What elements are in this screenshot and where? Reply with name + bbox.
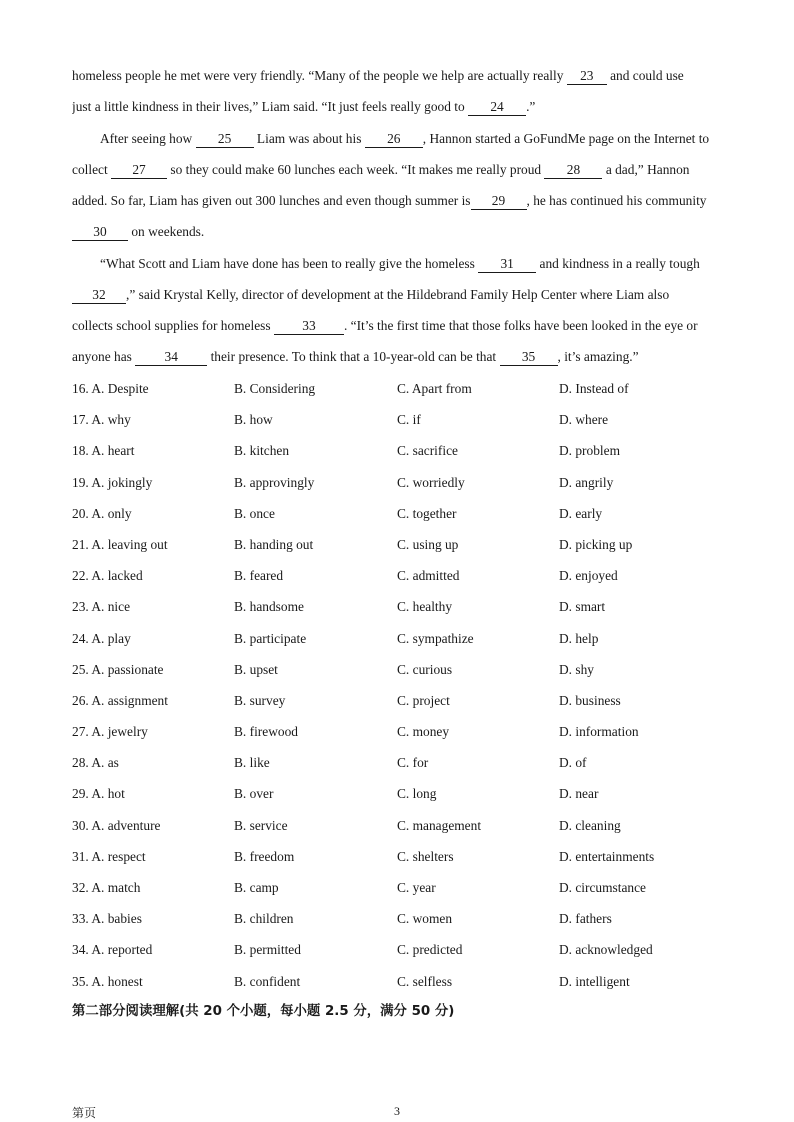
option-d: D. circumstance bbox=[559, 880, 646, 895]
option-a: 31. A. respect bbox=[72, 848, 146, 864]
question-20-options bbox=[72, 504, 723, 535]
option-c: C. predicted bbox=[397, 942, 463, 958]
question-26-options bbox=[72, 691, 723, 722]
passage-text: homeless people he met were very friendly. “Many of the people we help are actually really bbox=[72, 68, 567, 83]
option-d: D. shy bbox=[559, 661, 594, 677]
option-c: C. year bbox=[397, 880, 436, 895]
answer-options bbox=[72, 379, 723, 1003]
option-c: C. management bbox=[397, 817, 482, 833]
passage-line-2 bbox=[72, 97, 723, 117]
option-b: B. feared bbox=[234, 568, 284, 584]
question-18-options bbox=[72, 441, 723, 472]
option-c: C. sacrifice bbox=[397, 443, 458, 459]
footer-page-number: 3 bbox=[394, 1104, 400, 1118]
option-b: B. handsome bbox=[234, 599, 304, 615]
blank-24: 24 bbox=[468, 99, 526, 116]
passage-text: .” bbox=[526, 99, 536, 114]
passage-line-5 bbox=[72, 191, 723, 211]
option-c: C. money bbox=[397, 724, 450, 740]
option-a: 26. A. assignment bbox=[72, 692, 168, 708]
passage-line-4 bbox=[72, 160, 723, 180]
question-23-options bbox=[72, 597, 723, 628]
option-c: C. admitted bbox=[397, 568, 460, 584]
passage-line-3 bbox=[100, 129, 723, 149]
option-b: B. approvingly bbox=[234, 474, 315, 490]
option-d: D. help bbox=[559, 630, 599, 646]
passage-text: their presence. To think that a 10-year-old can be that bbox=[207, 349, 500, 364]
option-a: 29. A. hot bbox=[72, 786, 125, 802]
option-a: 28. A. as bbox=[72, 755, 119, 771]
passage-line-6 bbox=[72, 222, 723, 242]
option-d: D. angrily bbox=[559, 474, 614, 490]
passage-text: and kindness in a really tough bbox=[536, 256, 700, 271]
passage-text: Liam was about his bbox=[253, 131, 365, 146]
option-d: D. Instead of bbox=[559, 381, 629, 396]
option-d: D. problem bbox=[559, 443, 620, 459]
passage-text: . “It’s the first time that those folks have been looked in the eye or bbox=[343, 318, 698, 333]
option-b: B. camp bbox=[234, 880, 279, 895]
passage-text: , he has continued his community bbox=[526, 193, 707, 208]
question-29-options bbox=[72, 784, 723, 815]
passage-line-8 bbox=[72, 285, 723, 305]
option-c: C. shelters bbox=[397, 848, 454, 864]
section-title: 第二部分阅读理解(共 20 个小题，每小题 2.5 分，满分 50 分) bbox=[72, 1004, 455, 1019]
passage-text: on weekends. bbox=[128, 224, 205, 239]
option-c: C. together bbox=[397, 505, 457, 521]
option-d: D. near bbox=[559, 786, 599, 802]
option-b: B. how bbox=[234, 412, 273, 428]
option-d: D. where bbox=[559, 412, 609, 428]
option-a: 20. A. only bbox=[72, 505, 132, 521]
passage-text: ,” said Krystal Kelly, director of development at the Hildebrand Family Help Center where Liam also bbox=[126, 287, 670, 302]
option-d: D. early bbox=[559, 505, 603, 521]
passage-text: just a little kindness in their lives,” Liam said. “It just feels really good to bbox=[72, 99, 469, 114]
blank-23: 23 bbox=[567, 68, 607, 85]
option-a: 23. A. nice bbox=[72, 599, 131, 615]
option-b: B. upset bbox=[234, 661, 278, 677]
passage-text: and could use bbox=[606, 68, 684, 83]
option-b: B. service bbox=[234, 817, 288, 833]
option-c: C. Apart from bbox=[397, 381, 472, 396]
option-a: 30. A. adventure bbox=[72, 817, 161, 833]
passage-text: “What Scott and Liam have done has been to really give the homeless bbox=[100, 256, 479, 271]
option-a: 16. A. Despite bbox=[72, 381, 149, 396]
option-c: C. long bbox=[397, 786, 437, 802]
option-b: B. like bbox=[234, 755, 270, 771]
footer-page-label: 第页 bbox=[72, 1106, 97, 1120]
option-c: C. women bbox=[397, 911, 453, 927]
option-a: 21. A. leaving out bbox=[72, 536, 168, 552]
question-33-options bbox=[72, 909, 723, 940]
question-34-options bbox=[72, 940, 723, 971]
question-19-options bbox=[72, 473, 723, 504]
option-a: 27. A. jewelry bbox=[72, 724, 148, 740]
passage-line-9 bbox=[72, 316, 723, 336]
option-a: 18. A. heart bbox=[72, 443, 135, 459]
option-b: B. confident bbox=[234, 973, 301, 989]
passage-line-10 bbox=[72, 347, 723, 367]
option-b: B. handing out bbox=[234, 536, 314, 552]
blank-28: 28 bbox=[544, 162, 602, 179]
passage-line-1 bbox=[72, 66, 723, 86]
option-c: C. worriedly bbox=[397, 474, 465, 490]
passage-text: After seeing how bbox=[100, 131, 196, 146]
option-b: B. over bbox=[234, 786, 274, 802]
passage-text: so they could make 60 lunches each week. “It makes me really proud bbox=[167, 162, 545, 177]
question-17-options bbox=[72, 410, 723, 441]
option-d: D. business bbox=[559, 692, 621, 708]
question-24-options bbox=[72, 629, 723, 660]
passage-text: a dad,” Hannon bbox=[602, 162, 690, 177]
passage-line-7 bbox=[100, 254, 723, 274]
option-c: C. for bbox=[397, 755, 429, 771]
option-a: 22. A. lacked bbox=[72, 568, 143, 584]
option-a: 33. A. babies bbox=[72, 911, 142, 927]
option-b: B. kitchen bbox=[234, 443, 290, 459]
blank-26: 26 bbox=[365, 131, 423, 148]
question-28-options bbox=[72, 753, 723, 784]
option-c: C. if bbox=[397, 412, 421, 428]
blank-25: 25 bbox=[196, 131, 254, 148]
option-d: D. smart bbox=[559, 599, 606, 615]
option-a: 35. A. honest bbox=[72, 973, 143, 989]
option-b: B. firewood bbox=[234, 724, 298, 740]
passage-text: collects school supplies for homeless bbox=[72, 318, 274, 333]
option-c: C. using up bbox=[397, 536, 459, 552]
option-b: B. survey bbox=[234, 692, 286, 708]
question-16-options bbox=[72, 379, 723, 410]
option-d: D. fathers bbox=[559, 911, 612, 927]
blank-27: 27 bbox=[111, 162, 167, 179]
blank-31: 31 bbox=[478, 256, 536, 273]
option-c: C. curious bbox=[397, 661, 453, 677]
option-d: D. enjoyed bbox=[559, 568, 618, 584]
blank-35: 35 bbox=[500, 349, 558, 366]
option-b: B. permitted bbox=[234, 942, 301, 958]
option-c: C. selfless bbox=[397, 973, 453, 989]
option-c: C. healthy bbox=[397, 599, 453, 615]
option-b: B. once bbox=[234, 505, 275, 521]
blank-30: 30 bbox=[72, 224, 128, 241]
option-a: 19. A. jokingly bbox=[72, 474, 153, 490]
option-d: D. of bbox=[559, 755, 587, 771]
option-c: C. project bbox=[397, 692, 450, 708]
option-a: 25. A. passionate bbox=[72, 661, 164, 677]
option-b: B. participate bbox=[234, 630, 307, 646]
question-22-options bbox=[72, 566, 723, 597]
option-a: 32. A. match bbox=[72, 880, 141, 895]
option-d: D. picking up bbox=[559, 536, 633, 552]
passage-text: , it’s amazing.” bbox=[557, 349, 639, 364]
option-c: C. sympathize bbox=[397, 630, 474, 646]
option-b: B. children bbox=[234, 911, 294, 927]
passage-text: added. So far, Liam has given out 300 lunches and even though summer is bbox=[72, 193, 471, 208]
option-b: B. Considering bbox=[234, 381, 316, 396]
option-a: 24. A. play bbox=[72, 630, 131, 646]
question-30-options bbox=[72, 816, 723, 847]
question-32-options bbox=[72, 878, 723, 909]
question-25-options bbox=[72, 660, 723, 691]
option-d: D. entertainments bbox=[559, 848, 655, 864]
question-27-options bbox=[72, 722, 723, 753]
option-d: D. cleaning bbox=[559, 817, 621, 833]
blank-32: 32 bbox=[72, 287, 126, 304]
blank-33: 33 bbox=[274, 318, 344, 335]
option-a: 17. A. why bbox=[72, 412, 131, 428]
passage-text: , Hannon started a GoFundMe page on the Internet to bbox=[422, 131, 710, 146]
question-21-options bbox=[72, 535, 723, 566]
blank-29: 29 bbox=[471, 193, 527, 210]
blank-34: 34 bbox=[135, 349, 207, 366]
question-35-options bbox=[72, 972, 723, 1003]
question-31-options bbox=[72, 847, 723, 878]
option-a: 34. A. reported bbox=[72, 942, 153, 958]
passage-text: collect bbox=[72, 162, 112, 177]
option-d: D. information bbox=[559, 724, 639, 740]
passage-text: anyone has bbox=[72, 349, 136, 364]
option-d: D. acknowledged bbox=[559, 942, 653, 958]
option-d: D. intelligent bbox=[559, 973, 630, 989]
option-b: B. freedom bbox=[234, 848, 295, 864]
